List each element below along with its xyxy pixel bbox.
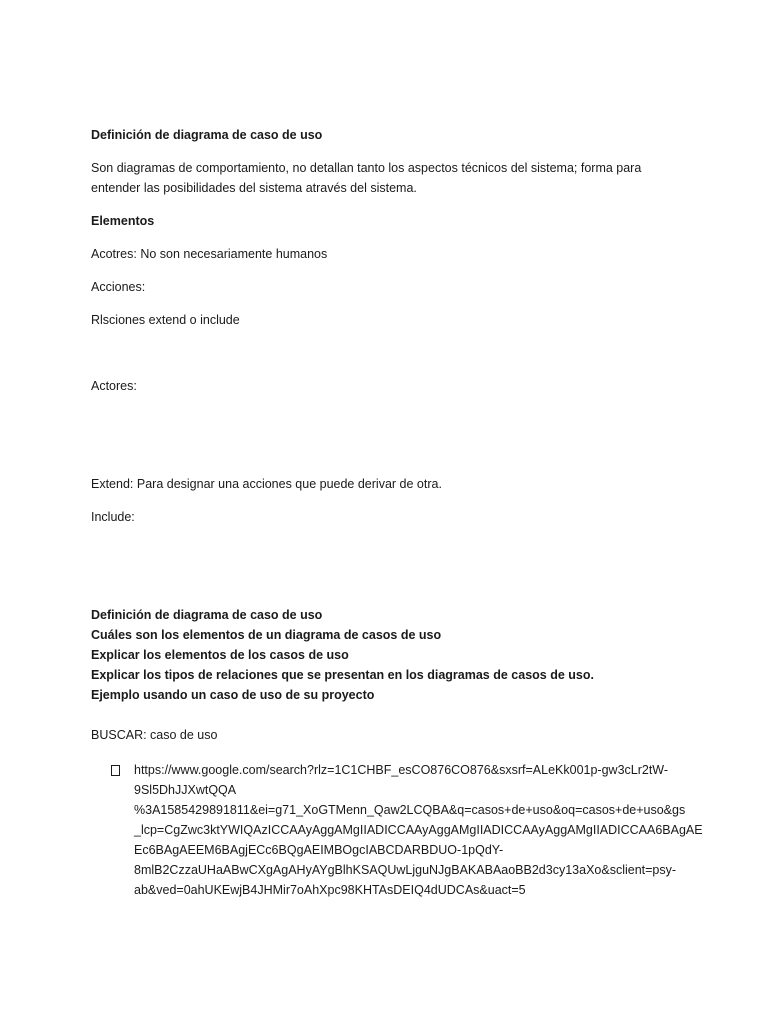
task-item: Definición de diagrama de caso de uso [91, 608, 323, 622]
rlsciones-line: Rlsciones extend o include [91, 313, 240, 327]
intro-line-1: Son diagramas de comportamiento, no detallan tanto los aspectos técnicos del sistema; forma para [91, 161, 642, 175]
url-link-line[interactable]: Ec6BAgAEEM6BAgjECc6BQgAEIMBOgcIABCDARBDUO-1pQdY- [134, 843, 504, 857]
url-link-line[interactable]: 8mlB2CzzaUHaABwCXgAgAHyAYgBlhKSAQUwLjguNJgBAKABAaoBB2d3cy13aXo&sclient=psy- [134, 863, 677, 877]
include-line: Include: [91, 510, 135, 524]
buscar-line: BUSCAR: caso de uso [91, 728, 218, 742]
intro-line-2: entender las posibilidades del sistema através del sistema. [91, 181, 417, 195]
url-link-line[interactable]: ab&ved=0ahUKEwjB4JHMir7oAhXpc98KHTAsDEIQ4dUDCAs&uact=5 [134, 883, 526, 897]
task-item: Cuáles son los elementos de un diagrama de casos de uso [91, 628, 442, 642]
url-link-line[interactable]: https://www.google.com/search?rlz=1C1CHBF_esCO876CO876&sxsrf=ALeKk001p-gw3cLr2tW- [134, 763, 669, 777]
elementos-heading: Elementos [91, 214, 155, 228]
url-link-line[interactable]: _lcp=CgZwc3ktYWIQAzICCAAyAggAMgIIADICCAAyAggAMgIIADICCAAyAggAMgIIADICCAA6BAgAE [134, 823, 703, 837]
empty-square-bullet-icon [111, 765, 120, 776]
acotres-line: Acotres: No son necesariamente humanos [91, 247, 328, 261]
task-item: Ejemplo usando un caso de uso de su proyecto [91, 688, 375, 702]
extend-line: Extend: Para designar una acciones que puede derivar de otra. [91, 477, 442, 491]
task-item: Explicar los tipos de relaciones que se presentan en los diagramas de casos de uso. [91, 668, 594, 682]
url-link-line[interactable]: %3A1585429891811&ei=g71_XoGTMenn_Qaw2LCQBA&q=casos+de+uso&oq=casos+de+uso&gs [134, 803, 686, 817]
doc-title: Definición de diagrama de caso de uso [91, 128, 323, 142]
url-link-line[interactable]: 9Sl5DhJJXwtQQA [134, 783, 237, 797]
task-item: Explicar los elementos de los casos de uso [91, 648, 349, 662]
acciones-line: Acciones: [91, 280, 146, 294]
actores-line: Actores: [91, 379, 137, 393]
